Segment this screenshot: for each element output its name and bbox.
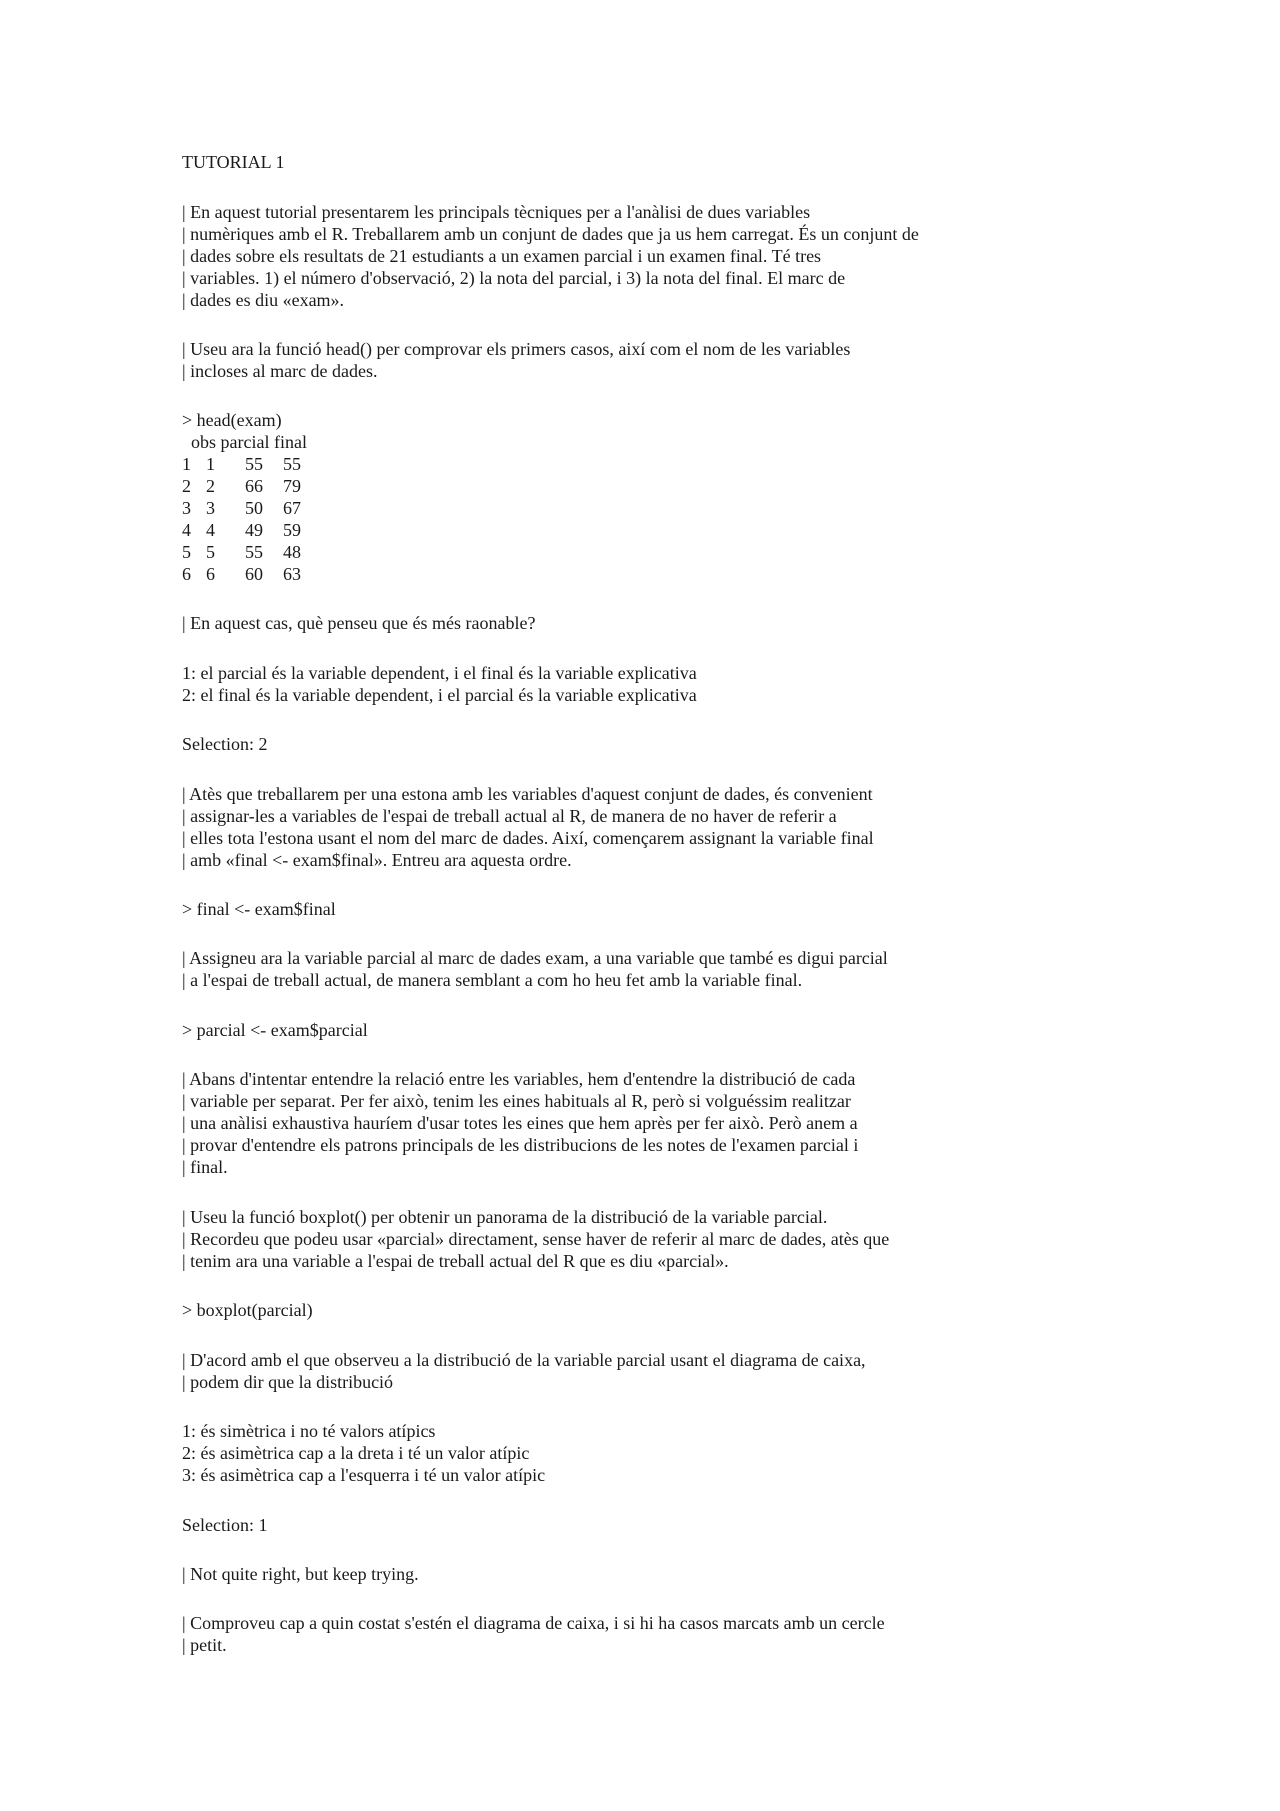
distribution-text-line: | provar d'entendre els patrons principals de les distribucions de les notes de l'examen parcial i — [182, 1135, 859, 1155]
boxplot-instruction-line: | tenim ara una variable a l'espai de treball actual del R que es diu «parcial». — [182, 1251, 729, 1271]
selection-line: Selection: 1 — [182, 1515, 268, 1535]
hint-line: | petit. — [182, 1635, 227, 1655]
obs-cell: 2 — [206, 476, 215, 496]
final-cell: 79 — [283, 476, 301, 496]
final-cell: 63 — [283, 564, 301, 584]
answer-option: 3: és asimètrica cap a l'esquerra i té un valor atípic — [182, 1465, 546, 1485]
parcial-cell: 66 — [245, 476, 263, 496]
head-instruction-line: | incloses al marc de dades. — [182, 361, 378, 381]
intro-line: | dades es diu «exam». — [182, 290, 345, 310]
final-cell: 59 — [283, 520, 301, 540]
head-instruction-line: | Useu ara la funció head() per comprovar els primers casos, així com el nom de les variables — [182, 339, 851, 359]
feedback-line: | Not quite right, but keep trying. — [182, 1564, 419, 1584]
hint-line: | Comproveu cap a quin costat s'estén el diagrama de caixa, i si hi ha casos marcats amb un cercle — [182, 1613, 885, 1633]
final-cell: 55 — [283, 454, 301, 474]
final-command: > final <- exam$final — [182, 899, 336, 919]
obs-cell: 1 — [206, 454, 215, 474]
head-command: > head(exam) — [182, 410, 282, 430]
question-text: | D'acord amb el que observeu a la distribució de la variable parcial usant el diagrama de caixa, — [182, 1350, 866, 1370]
head-table-header: obs parcial final — [182, 432, 307, 452]
row-index: 3 — [182, 498, 191, 518]
parcial-cell: 50 — [245, 498, 263, 518]
intro-line: | En aquest tutorial presentarem les principals tècniques per a l'anàlisi de dues variables — [182, 202, 811, 222]
obs-cell: 3 — [206, 498, 215, 518]
answer-option: 1: el parcial és la variable dependent, i el final és la variable explicativa — [182, 663, 697, 683]
parcial-command: > parcial <- exam$parcial — [182, 1020, 368, 1040]
assign-instruction-line: | amb «final <- exam$final». Entreu ara aquesta ordre. — [182, 850, 572, 870]
parcial-cell: 55 — [245, 454, 263, 474]
distribution-text-line: | final. — [182, 1157, 228, 1177]
parcial-cell: 60 — [245, 564, 263, 584]
intro-line: | variables. 1) el número d'observació, 2) la nota del parcial, i 3) la nota del final. El marc de — [182, 268, 846, 288]
final-cell: 67 — [283, 498, 301, 518]
row-index: 1 — [182, 454, 191, 474]
assign-instruction-line: | elles tota l'estona usant el nom del marc de dades. Així, començarem assignant la variable final — [182, 828, 874, 848]
obs-cell: 5 — [206, 542, 215, 562]
distribution-text-line: | Abans d'intentar entendre la relació entre les variables, hem d'entendre la distribució de cada — [182, 1069, 856, 1089]
question-text: | podem dir que la distribució — [182, 1372, 394, 1392]
row-index: 6 — [182, 564, 191, 584]
row-index: 5 — [182, 542, 191, 562]
intro-line: | numèriques amb el R. Treballarem amb un conjunt de dades que ja us hem carregat. És un conjunt de — [182, 224, 919, 244]
answer-option: 2: el final és la variable dependent, i el parcial és la variable explicativa — [182, 685, 697, 705]
row-index: 4 — [182, 520, 191, 540]
obs-cell: 4 — [206, 520, 215, 540]
assign-instruction-line: | assignar-les a variables de l'espai de treball actual al R, de manera de no haver de referir a — [182, 806, 837, 826]
boxplot-instruction-line: | Useu la funció boxplot() per obtenir un panorama de la distribució de la variable parcial. — [182, 1207, 828, 1227]
answer-option: 1: és simètrica i no té valors atípics — [182, 1421, 436, 1441]
final-cell: 48 — [283, 542, 301, 562]
assign-instruction-line: | Atès que treballarem per una estona amb les variables d'aquest conjunt de dades, és convenient — [182, 784, 873, 804]
boxplot-command: > boxplot(parcial) — [182, 1300, 313, 1320]
question-text: | En aquest cas, què penseu que és més raonable? — [182, 613, 536, 633]
parcial-instruction-line: | Assigneu ara la variable parcial al marc de dades exam, a una variable que també es digui parcial — [182, 948, 888, 968]
parcial-cell: 49 — [245, 520, 263, 540]
parcial-instruction-line: | a l'espai de treball actual, de manera semblant a com ho heu fet amb la variable final. — [182, 970, 803, 990]
parcial-cell: 55 — [245, 542, 263, 562]
answer-option: 2: és asimètrica cap a la dreta i té un valor atípic — [182, 1443, 530, 1463]
tutorial-title: TUTORIAL 1 — [182, 152, 285, 172]
intro-line: | dades sobre els resultats de 21 estudiants a un examen parcial i un examen final. Té tres — [182, 246, 822, 266]
row-index: 2 — [182, 476, 191, 496]
obs-cell: 6 — [206, 564, 215, 584]
selection-line: Selection: 2 — [182, 734, 268, 754]
boxplot-instruction-line: | Recordeu que podeu usar «parcial» directament, sense haver de referir al marc de dades, atès que — [182, 1229, 890, 1249]
distribution-text-line: | variable per separat. Per fer això, tenim les eines habituals al R, però si volguéssim realitzar — [182, 1091, 851, 1111]
distribution-text-line: | una anàlisi exhaustiva hauríem d'usar totes les eines que hem après per fer això. Però anem a — [182, 1113, 858, 1133]
